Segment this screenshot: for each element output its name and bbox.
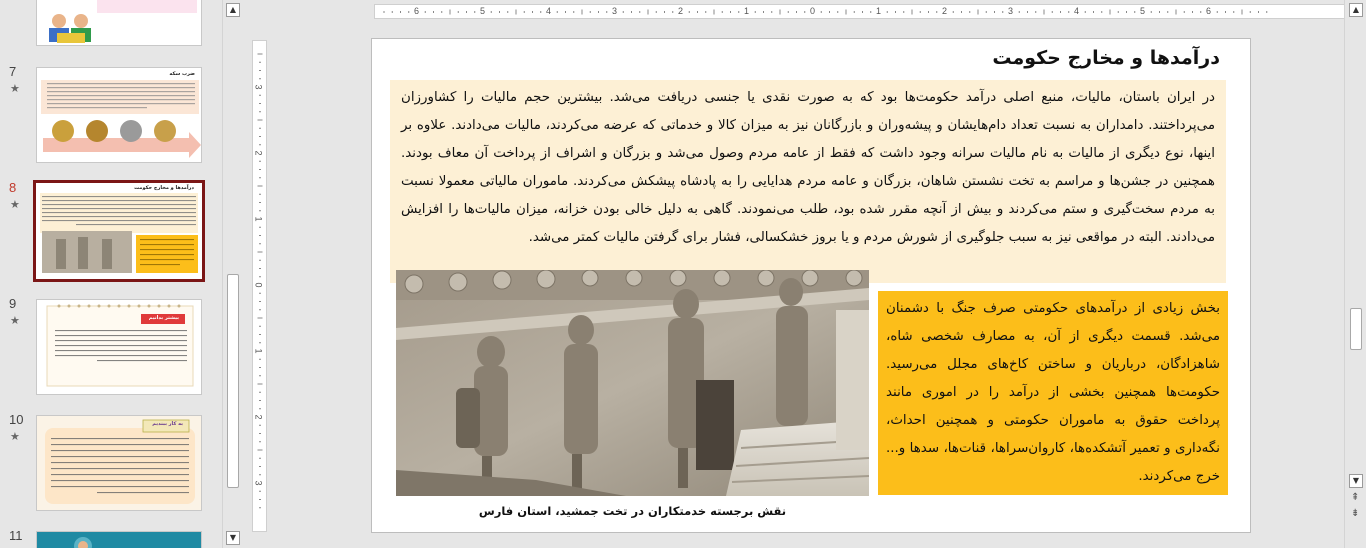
slide-thumbnail-11[interactable] [36, 531, 202, 548]
ruler-label: 1 [253, 216, 264, 222]
ruler-label: 6 [414, 6, 420, 16]
main-text-box[interactable] [390, 80, 1226, 283]
scroll-up-arrow-icon[interactable]: ▲ [226, 3, 240, 17]
slide-thumbnail-9[interactable] [36, 299, 202, 395]
vertical-ruler [252, 40, 267, 532]
slide-thumbnail-8[interactable] [33, 180, 205, 282]
slide-number-7: 7 [9, 64, 17, 79]
slide-number-8: 8 [9, 180, 17, 195]
slide-7-preview [37, 68, 202, 163]
ruler-label: 2 [942, 6, 948, 16]
slide-thumbnail-10[interactable] [36, 415, 202, 511]
slide-11-preview [37, 532, 202, 548]
scroll-down-arrow-icon[interactable]: ▼ [226, 531, 240, 545]
slide-8-preview [36, 183, 202, 279]
slide-8-heading: درآمدها و مخارج حکومت [134, 185, 194, 191]
ruler-label: 2 [678, 6, 684, 16]
slide-9-badge: بیشتر بدانیم [148, 315, 179, 321]
slide-number-10: 10 [9, 412, 24, 427]
slide-6-preview [37, 0, 202, 46]
slide-8-transition-icon: ★ [10, 198, 20, 211]
previous-slide-icon[interactable]: ⇞ [1351, 492, 1360, 503]
slide-thumbnail-7[interactable] [36, 67, 202, 163]
side-text-box[interactable] [878, 291, 1228, 495]
editor-scroll-up-arrow-icon[interactable]: ▲ [1349, 3, 1363, 17]
ruler-label: 1 [253, 348, 264, 354]
slide-7-heading: ضرب سکه [169, 71, 195, 77]
editor-scroll-thumb[interactable] [1350, 308, 1362, 350]
ruler-label: 6 [1206, 6, 1212, 16]
ruler-label: 0 [253, 282, 264, 288]
ruler-label: 3 [253, 84, 264, 90]
editor-scrollbar[interactable] [1344, 0, 1366, 548]
ruler-label: 2 [253, 150, 264, 156]
ruler-label: 1 [876, 6, 882, 16]
editor-scroll-down-arrow-icon[interactable]: ▼ [1349, 474, 1363, 488]
slide-number-9: 9 [9, 296, 17, 311]
slide-10-preview [37, 416, 202, 511]
persepolis-relief-image[interactable] [396, 270, 869, 496]
slide-title[interactable]: درآمدها و مخارج حکومت [992, 47, 1220, 69]
slide-10-badge: به کار ببندیم [152, 421, 183, 427]
slide-canvas[interactable] [371, 38, 1251, 533]
slide-thumbnail-6[interactable] [36, 0, 202, 46]
slide-editor [242, 0, 1344, 548]
horizontal-ruler [374, 4, 1366, 19]
thumbnail-scrollbar[interactable] [222, 0, 241, 548]
scroll-thumb[interactable] [227, 274, 239, 488]
main-paragraph: در ایران باستان، مالیات، منبع اصلی درآمد حکومت‌ها بود که به صورت نقدی یا جنسی دریافت می‌شد. بیشترین حجم مالیات را کشاورزان می‌پرداختند. دامداران به نسبت تعداد دام‌هایشان و پیشه‌وران و بازرگانان نیز به میزان کالا و خدماتی که عرضه می‌کردند، مالیات می‌دادند. علاوه بر اینها، نوع دیگری از مالیات به نام مالیات سرانه وجود داشت که فقط از عامه مردم وصول می‌شد و بزرگان و اشراف از پرداخت آن معاف بودند. همچنین در جشن‌ها و مراسم به تخت نشستن شاهان، بزرگان و عامه مردم هدایایی را به پادشاه پیشکش می‌کردند. ماموران مالیاتی معمولا نسبت به مردم سخت‌گیری و ستم می‌کردند و بیش از آنچه مقرر شده بود، طلب می‌نمودند. گاهی به دلیل خالی بودن خزانه، میزان مالیات‌ها را افزایش می‌دادند. البته در مواقعی نیز به سبب جلوگیری از شورش مردم و یا بروز خشکسالی، فشار برای گرفتن مالیات کمتر می‌شد. [401, 90, 1215, 245]
slide-9-transition-icon: ★ [10, 314, 20, 327]
slide-7-transition-icon: ★ [10, 82, 20, 95]
side-paragraph: بخش زیادی از درآمدهای حکومتی صرف جنگ با دشمنان می‌شد. قسمت دیگری از آن، به مصارف شخصی شاه، شاهزادگان، درباریان و ساختن کاخ‌های مجلل می‌رسید. حکومت‌ها همچنین بخشی از درآمد را در اموری مانند پرداخت حقوق به ماموران حکومتی و همچنین احداث، نگه‌داری و تعمیر آتشکده‌ها، کاروان‌سراها، قنات‌ها، سدها و... خرج می‌کردند. [886, 301, 1220, 484]
ruler-label: 4 [546, 6, 552, 16]
image-caption[interactable]: نقش برجسته خدمتکاران در تخت جمشید، استان فارس [478, 504, 787, 518]
slide-10-transition-icon: ★ [10, 430, 20, 443]
ruler-label: 4 [1074, 6, 1080, 16]
ruler-label: 2 [253, 414, 264, 420]
ruler-label: 1 [744, 6, 750, 16]
next-slide-icon[interactable]: ⇟ [1351, 508, 1360, 519]
horizontal-ruler-ticks [375, 5, 1366, 19]
ruler-label: 5 [480, 6, 486, 16]
ruler-label: 3 [1008, 6, 1014, 16]
ruler-label: 0 [810, 6, 816, 16]
ruler-label: 3 [612, 6, 618, 16]
slide-thumbnail-pane [0, 0, 222, 548]
slide-number-11: 11 [9, 528, 23, 543]
ruler-label: 3 [253, 480, 264, 486]
ruler-label: 5 [1140, 6, 1146, 16]
